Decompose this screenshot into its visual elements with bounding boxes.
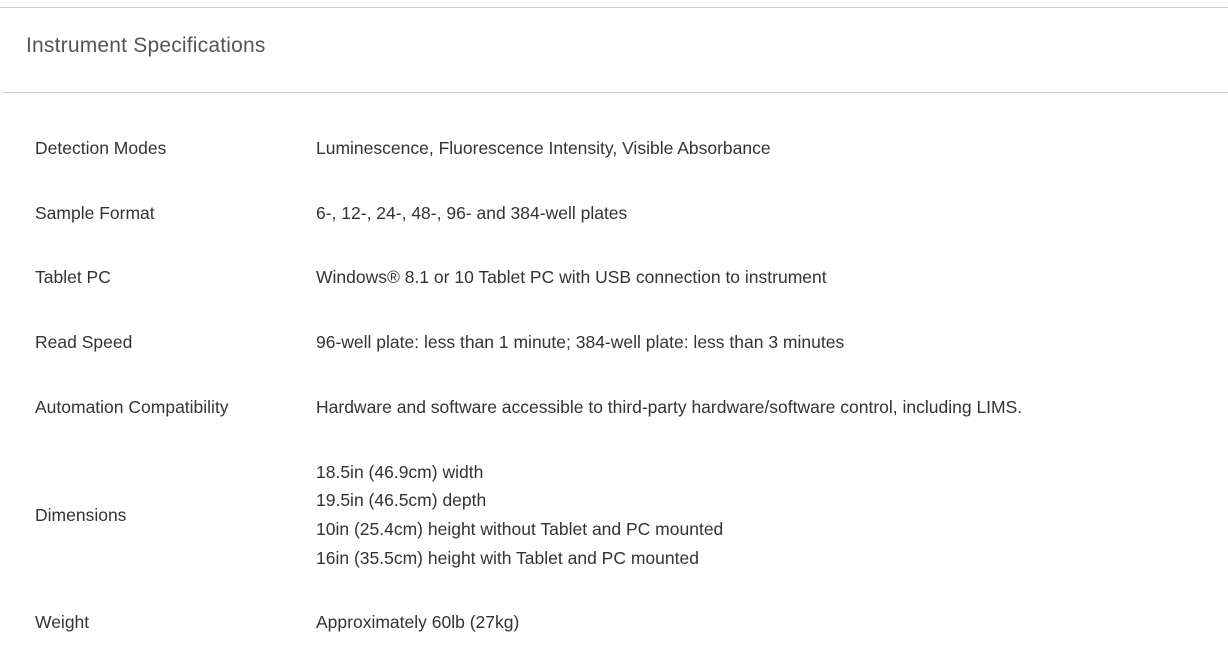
section-title: Instrument Specifications	[26, 34, 266, 57]
spec-label: Read Speed	[35, 332, 133, 353]
spec-value-line: 18.5in (46.9cm) width	[316, 461, 484, 482]
spec-value	[316, 310, 1228, 375]
spec-label: Detection Modes	[35, 138, 167, 158]
specifications-table	[0, 116, 1228, 655]
spec-value	[316, 116, 1228, 181]
spec-label: Automation Compatibility	[35, 396, 229, 417]
spec-value	[316, 590, 1228, 655]
spec-label: Dimensions	[35, 504, 127, 525]
spec-value-line: Approximately 60lb (27kg)	[316, 612, 520, 633]
spec-row-tablet-pc	[0, 245, 1228, 310]
spec-row-dimensions	[0, 440, 1228, 591]
top-divider	[0, 7, 1228, 8]
spec-value-line: 10in (25.4cm) height without Tablet and PC mounted	[316, 518, 724, 539]
spec-value-line: Luminescence, Fluorescence Intensity, Visible Absorbance	[316, 138, 771, 158]
spec-value	[316, 375, 1228, 440]
spec-value-line: 16in (35.5cm) height with Tablet and PC mounted	[316, 547, 699, 568]
spec-label: Weight	[35, 612, 90, 633]
spec-value	[316, 245, 1228, 310]
spec-row-detection-modes	[0, 116, 1228, 181]
spec-value	[316, 181, 1228, 246]
spec-label: Tablet PC	[35, 267, 111, 288]
spec-value-line: 19.5in (46.5cm) depth	[316, 490, 487, 511]
spec-row-sample-format	[0, 181, 1228, 246]
spec-row-automation-compatibility	[0, 375, 1228, 440]
title-divider	[2, 92, 1228, 93]
spec-row-weight	[0, 590, 1228, 655]
spec-label: Sample Format	[35, 202, 155, 223]
spec-value-line: Windows® 8.1 or 10 Tablet PC with USB connection to instrument	[316, 267, 827, 288]
spec-value-line: Hardware and software accessible to third-party hardware/software control, including LIMS.	[316, 396, 1023, 417]
spec-value-line: 96-well plate: less than 1 minute; 384-well plate: less than 3 minutes	[316, 332, 845, 353]
spec-row-read-speed	[0, 310, 1228, 375]
spec-value	[316, 440, 1228, 591]
spec-value-line: 6-, 12-, 24-, 48-, 96- and 384-well plates	[316, 202, 628, 223]
